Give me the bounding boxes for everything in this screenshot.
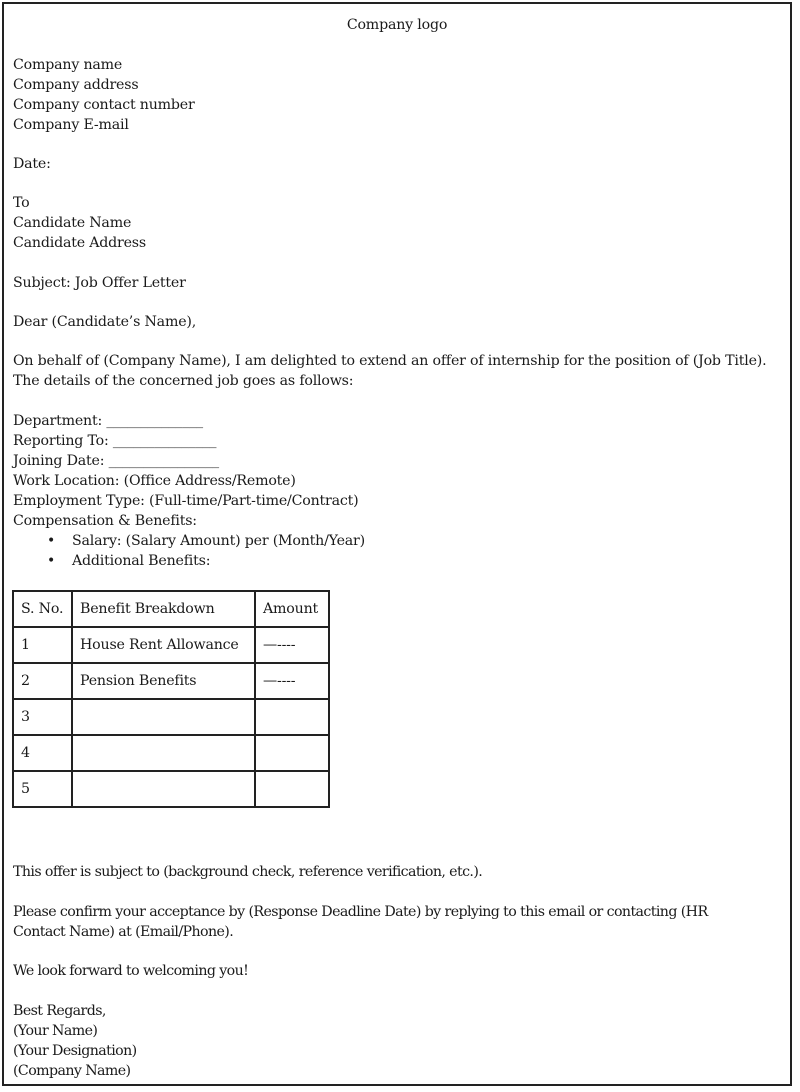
company-name: Company name <box>13 57 123 73</box>
bullet-text: Salary: (Salary Amount) per (Month/Year) <box>72 533 365 549</box>
signoff-company: (Company Name) <box>13 1063 131 1079</box>
signoff-name: (Your Name) <box>13 1023 98 1039</box>
benefits-table <box>12 590 330 808</box>
cell-sno: 3 <box>13 699 72 735</box>
welcome-line: We look forward to welcoming you! <box>13 963 249 979</box>
reporting-to-field: Reporting To: _______________ <box>13 433 217 449</box>
header-cell-amount: Amount <box>255 591 329 627</box>
bullet-icon: • <box>47 553 56 569</box>
candidate-address: Candidate Address <box>13 235 146 251</box>
cell-sno: 2 <box>13 663 72 699</box>
recipient-to: To <box>13 195 30 211</box>
candidate-name: Candidate Name <box>13 215 132 231</box>
work-location-field: Work Location: (Office Address/Remote) <box>13 473 296 489</box>
header-cell-benefit: Benefit Breakdown <box>72 591 255 627</box>
table-row <box>13 735 329 771</box>
intro-line-2: The details of the concerned job goes as follows: <box>13 373 354 389</box>
cell-benefit <box>72 771 255 807</box>
company-contact-number: Company contact number <box>13 97 195 113</box>
cell-amount: —---- <box>255 663 329 699</box>
company-logo-placeholder: Company logo <box>346 17 448 33</box>
department-field: Department: ______________ <box>13 413 203 429</box>
signoff-designation: (Your Designation) <box>13 1043 137 1059</box>
confirm-line-2: Contact Name) at (Email/Phone). <box>13 924 234 940</box>
confirm-line-1: Please confirm your acceptance by (Response Deadline Date) by replying to this email or contacting (HR <box>13 904 708 920</box>
cell-sno: 1 <box>13 627 72 663</box>
cell-amount <box>255 735 329 771</box>
table-row <box>13 627 329 663</box>
cell-amount <box>255 699 329 735</box>
joining-date-field: Joining Date: ________________ <box>13 453 219 469</box>
bullet-icon: • <box>47 533 56 549</box>
cell-amount: —---- <box>255 627 329 663</box>
signoff-regards: Best Regards, <box>13 1003 106 1019</box>
cell-benefit: House Rent Allowance <box>72 627 255 663</box>
offer-letter-page <box>2 2 792 1086</box>
header-cell-sno: S. No. <box>13 591 72 627</box>
cell-amount <box>255 771 329 807</box>
intro-line-1: On behalf of (Company Name), I am delighted to extend an offer of internship for the position of (Job Title). <box>13 353 767 369</box>
table-row <box>13 771 329 807</box>
date-label: Date: <box>13 156 51 172</box>
subject-line: Subject: Job Offer Letter <box>13 275 186 291</box>
cell-benefit <box>72 699 255 735</box>
company-email: Company E-mail <box>13 117 129 133</box>
salutation: Dear (Candidate’s Name), <box>13 314 197 330</box>
table-row <box>13 699 329 735</box>
table-header-row <box>13 591 329 627</box>
compensation-heading: Compensation & Benefits: <box>13 513 197 529</box>
offer-condition: This offer is subject to (background check, reference verification, etc.). <box>13 864 483 880</box>
cell-sno: 4 <box>13 735 72 771</box>
company-address: Company address <box>13 77 139 93</box>
cell-benefit: Pension Benefits <box>72 663 255 699</box>
cell-sno: 5 <box>13 771 72 807</box>
table-row <box>13 663 329 699</box>
employment-type-field: Employment Type: (Full-time/Part-time/Contract) <box>13 493 359 509</box>
bullet-text: Additional Benefits: <box>72 553 211 569</box>
cell-benefit <box>72 735 255 771</box>
